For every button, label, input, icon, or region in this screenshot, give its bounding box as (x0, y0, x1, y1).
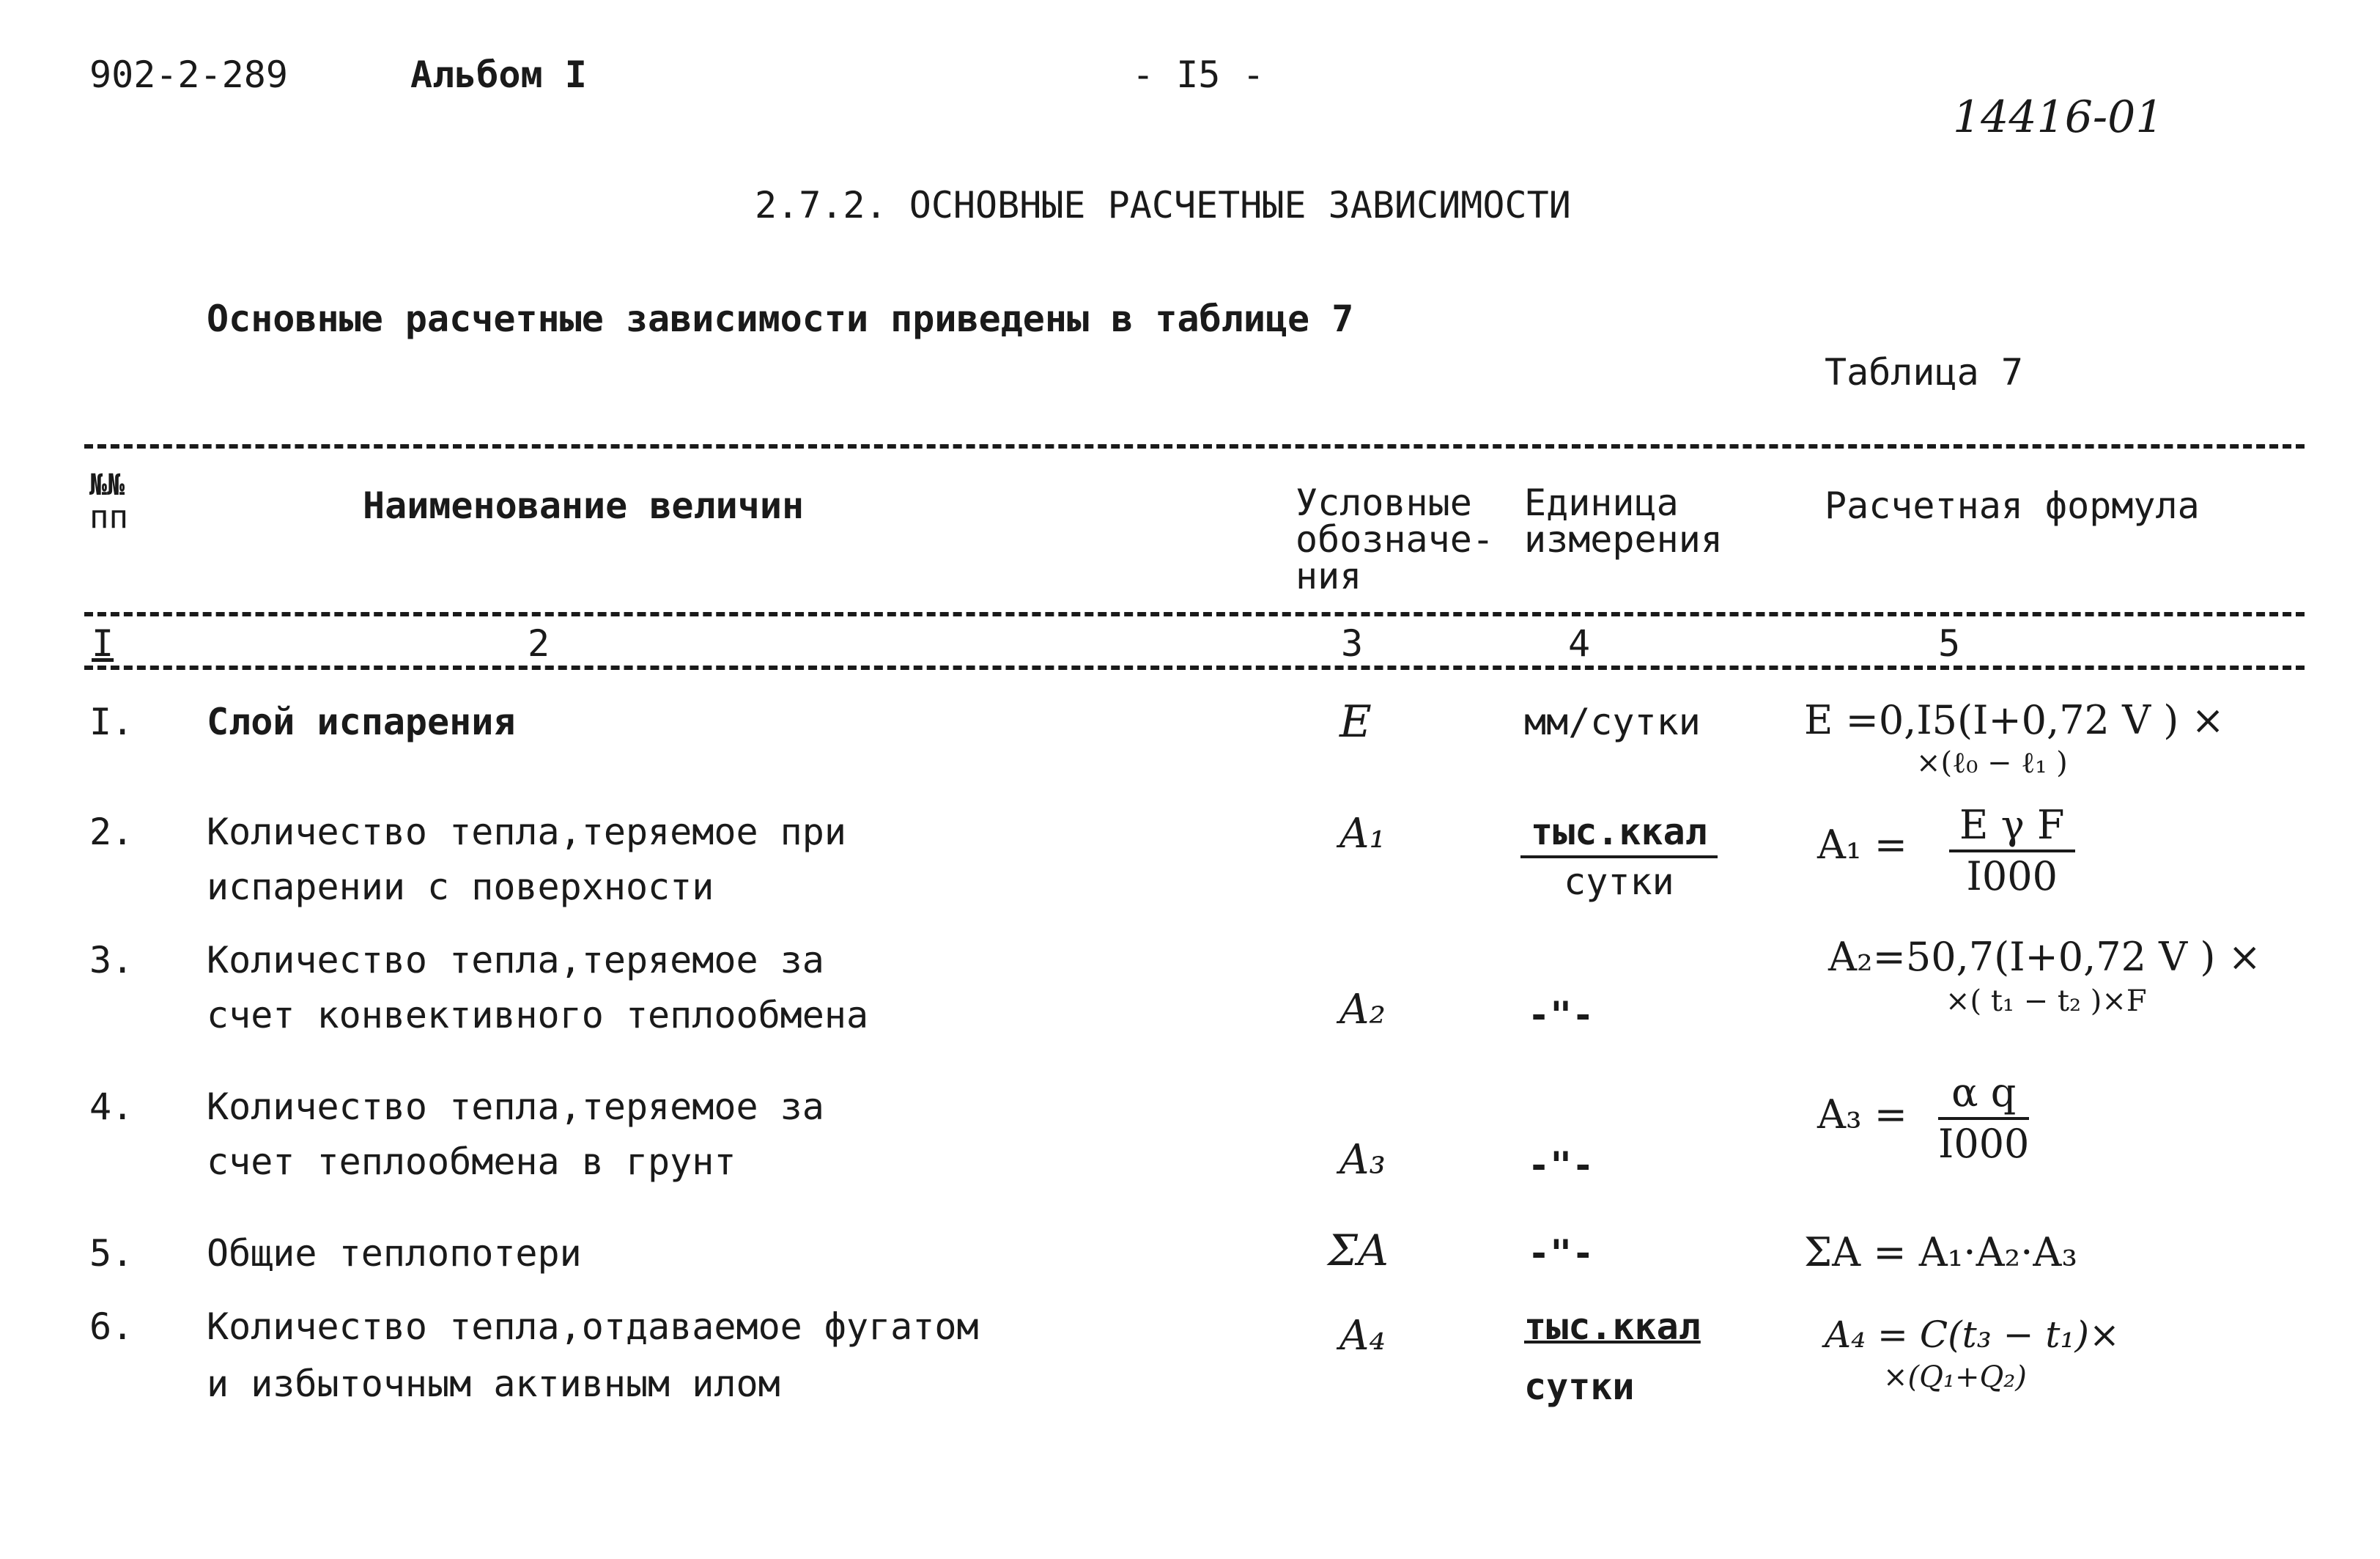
header-name: Наименование величин (363, 484, 805, 527)
row-formula: ΣA = A₁·A₂·A₃ (1804, 1229, 2078, 1275)
header-rule (84, 612, 2305, 616)
row-name-line1: Количество тепла,теряемое за (207, 939, 824, 981)
row-name-line2: испарении с поверхности (207, 866, 714, 908)
row-number: 4. (89, 1086, 134, 1128)
column-number-4: 4 (1568, 622, 1591, 665)
row-unit: -"- (1528, 994, 1594, 1036)
header-formula: Расчетная формула (1825, 484, 2200, 527)
row-symbol: A₁ (1339, 810, 1386, 858)
row-formula-denominator: I000 (1938, 1121, 2030, 1167)
header-unit-line2: измерения (1524, 518, 1723, 561)
page-number: - I5 - (1132, 54, 1265, 96)
row-unit-fraction (1520, 810, 1718, 904)
row-formula-fraction (1949, 803, 2075, 899)
row-formula-numerator: α q (1938, 1070, 2029, 1120)
row-number: I. (89, 701, 134, 743)
row-name-line2: счет теплообмена в грунт (207, 1140, 736, 1183)
row-symbol: A₄ (1339, 1312, 1386, 1360)
header-symbol-line3: ния (1296, 555, 1362, 597)
row-unit: -"- (1528, 1232, 1594, 1275)
row-formula-line1: A₂=50,7(I+0,72 V ) × (1828, 934, 2261, 980)
row-number: 3. (89, 939, 134, 981)
album-label: Альбом I (410, 54, 587, 96)
row-unit-line2: сутки (1524, 1365, 1635, 1408)
header-symbol-line2: обозначе- (1296, 518, 1494, 561)
row-name-line1: Количество тепла,теряемое за (207, 1086, 824, 1128)
row-unit: мм/сутки (1524, 701, 1701, 743)
row-symbol: ΣA (1328, 1226, 1389, 1275)
stamp-number: 14416-01 (1953, 92, 2164, 143)
header-num-line1: №№ (89, 468, 125, 502)
row-formula-lhs: A₁ = (1817, 822, 1908, 868)
row-formula-lhs: A₃ = (1817, 1091, 1908, 1138)
row-number: 6. (89, 1305, 134, 1348)
row-symbol: E (1339, 696, 1372, 748)
column-number-1: I (92, 622, 114, 665)
row-name-line1: Количество тепла,теряемое при (207, 811, 846, 853)
row-formula-fraction (1938, 1070, 2029, 1167)
row-unit-denominator: сутки (1564, 860, 1674, 903)
row-number: 5. (89, 1232, 134, 1275)
column-number-2: 2 (528, 622, 550, 665)
row-formula-line2: ×(Q₁+Q₂) (1883, 1360, 2027, 1394)
row-name-line2: счет конвективного теплообмена (207, 994, 869, 1036)
table-top-rule (84, 444, 2305, 449)
row-formula-line1: E =0,I5(I+0,72 V ) × (1804, 697, 2225, 743)
row-formula-denominator: I000 (1966, 853, 2058, 899)
row-number: 2. (89, 811, 134, 853)
row-symbol: A₃ (1339, 1136, 1386, 1184)
header-num-line2: пп (89, 498, 128, 536)
row-formula-line2: ×( t₁ − t₂ )×F (1945, 984, 2147, 1018)
row-symbol: A₂ (1339, 986, 1386, 1033)
section-title: 2.7.2. ОСНОВНЫЕ РАСЧЕТНЫЕ ЗАВИСИМОСТИ (755, 184, 1571, 226)
row-name-line1: Количество тепла,отдаваемое фугатом (207, 1305, 979, 1348)
row-unit-line1: тыс.ккал (1524, 1305, 1701, 1348)
row-name-line2: и избыточным активным илом (207, 1363, 780, 1405)
table-label: Таблица 7 (1825, 351, 2023, 394)
row-formula-line2: ×(ℓ₀ − ℓ₁ ) (1916, 746, 2068, 780)
row-formula-line1: A₄ = C(t₃ − t₁)× (1825, 1313, 2120, 1356)
section-intro: Основные расчетные зависимости приведены в таблице 7 (207, 298, 1354, 340)
row-formula-numerator: E γ F (1949, 803, 2075, 852)
column-number-5: 5 (1938, 622, 1961, 665)
column-number-rule (84, 666, 2305, 670)
row-name: Слой испарения (207, 701, 516, 743)
header-symbol-line1: Условные (1296, 482, 1472, 524)
row-unit: -"- (1528, 1144, 1594, 1187)
row-unit-numerator: тыс.ккал (1520, 810, 1718, 858)
doc-code: 902-2-289 (89, 54, 288, 96)
header-unit-line1: Единица (1524, 482, 1679, 524)
column-number-3: 3 (1341, 622, 1364, 665)
row-name: Общие теплопотери (207, 1232, 582, 1275)
